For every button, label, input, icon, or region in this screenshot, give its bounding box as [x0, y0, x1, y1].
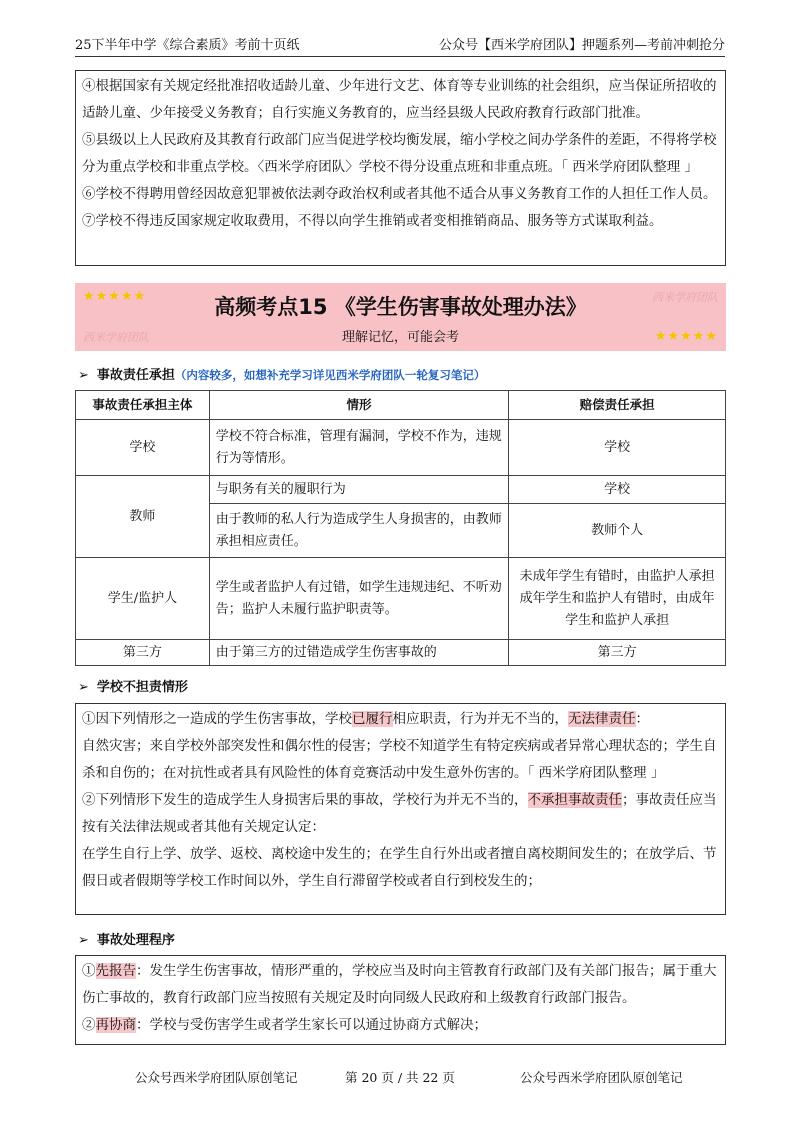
liability-table — [75, 390, 726, 666]
table-row — [76, 420, 726, 476]
section-note: （内容较多，如想补充学习详见西米学府团队一轮复习笔记） — [174, 368, 486, 382]
highlight-no-accident-liability: 不承担事故责任 — [527, 792, 622, 808]
cell-situation: 由于教师的私人行为造成学生人身损害的，由教师承担相应责任。 — [209, 504, 509, 558]
cell-situation: 学校不符合标准，管理有漏洞，学校不作为，违规行为等情形。 — [209, 420, 509, 476]
table-row — [76, 476, 726, 504]
arrow-icon: ➢ — [78, 680, 89, 695]
text: ② — [82, 1017, 96, 1033]
table-row — [76, 640, 726, 666]
text: ：学校与受伤害学生或者学生家长可以通过协商方式解决； — [136, 1017, 487, 1033]
table-header-row — [76, 391, 726, 420]
no-liability-box — [75, 703, 726, 915]
footer-right: 公众号西米学府团队原创笔记 — [520, 1070, 683, 1085]
arrow-icon: ➢ — [78, 368, 89, 383]
section-title: 学校不担责情形 — [96, 680, 188, 695]
item-5: ⑤县级以上人民政府及其教育行政部门应当促进学校均衡发展，缩小学校之间办学条件的差距，不得将学校分为重点学校和非重点学校。〈西米学府团队〉学校不得分设重点班和非重点班。「 西米学府团队整理 」 — [82, 132, 717, 175]
item-4: ④根据国家有关规定经批准招收适龄儿童、少年进行文艺、体育等专业训练的社会组织，应当保证所招收的适龄儿童、少年接受义务教育；自行实施义务教育的，应当经县级人民政府教育行政部门批准。 — [82, 78, 717, 121]
item-6: ⑥学校不得聘用曾经因故意犯罪被依法剥夺政治权利或者其他不适合从事义务教育工作的人担任工作人员。 — [82, 186, 717, 202]
banner-subtitle: 理解记忆，可能会考 — [341, 330, 459, 345]
banner-title: 高频考点15 《学生伤害事故处理办法》 — [214, 295, 587, 319]
procedure-box — [75, 955, 726, 1045]
compulsory-education-box — [75, 70, 726, 266]
banner-watermark-top: 西米学府团队 — [652, 291, 718, 304]
cell-subject: 学生/监护人 — [76, 558, 210, 640]
cell-liability: 学校 — [509, 420, 726, 476]
highlight-report-first: 先报告 — [95, 963, 136, 979]
highlight-fulfilled: 已履行 — [352, 711, 393, 727]
section-liability-heading — [78, 364, 485, 383]
stars-top-left: ★★★★★ — [83, 289, 147, 304]
page-number: 第 20 页 / 共 22 页 — [345, 1070, 455, 1085]
col-header-situation: 情形 — [209, 391, 509, 420]
section-no-liability-heading — [78, 676, 188, 695]
section-title: 事故责任承担 — [96, 368, 175, 383]
col-header-subject: 事故责任承担主体 — [76, 391, 210, 420]
cell-liability: 第三方 — [509, 640, 726, 666]
section-procedure-heading — [78, 929, 175, 948]
cell-liability: 学校 — [509, 476, 726, 504]
footer-left: 公众号西米学府团队原创笔记 — [135, 1070, 298, 1085]
text: ；事故责任应当按有关法律法规或者其他有关规定认定： — [82, 792, 717, 835]
topic-banner — [75, 283, 726, 351]
liability-minor: 未成年学生有错时，由监护人承担 — [519, 568, 715, 584]
paragraph-2: 自然灾害；来自学校外部突发性和偶尔性的侵害；学校不知道学生有特定疾病或者异常心理状态的；学生自杀和自伤的；在对抗性或者具有风险性的体育竞赛活动中发生意外伤害的。「 西米学府团队整理 」 — [82, 738, 717, 781]
paragraph-4: 在学生自行上学、放学、返校、离校途中发生的；在学生自行外出或者擅自离校期间发生的；在放学后、节假日或者假期等学校工作时间以外，学生自行滞留学校或者自行到校发生的； — [82, 846, 717, 889]
cell-subject: 教师 — [76, 476, 210, 558]
paragraph-1 — [82, 706, 719, 733]
item-7: ⑦学校不得违反国家规定收取费用，不得以向学生推销或者变相推销商品、服务等方式谋取利益。 — [82, 213, 663, 229]
text: ②下列情形下发生的造成学生人身损害后果的事故，学校行为并无不当的， — [82, 792, 528, 808]
cell-situation: 与职务有关的履职行为 — [209, 476, 509, 504]
arrow-icon: ➢ — [78, 933, 89, 948]
liability-adult: 成年学生和监护人有错时，由成年学生和监护人承担 — [519, 590, 715, 628]
banner-watermark-bottom: 西米学府团队 — [83, 331, 149, 344]
section-title: 事故处理程序 — [96, 933, 175, 948]
highlight-negotiate: 再协商 — [95, 1017, 136, 1033]
cell-liability: 教师个人 — [509, 504, 726, 558]
page-header — [75, 34, 725, 57]
paragraph-3 — [82, 787, 719, 841]
step-report — [82, 958, 719, 1012]
header-right: 公众号【西米学府团队】押题系列—考前冲刺抢分 — [438, 38, 725, 53]
highlight-no-legal-liability: 无法律责任 — [568, 711, 636, 727]
text: ①因下列情形之一造成的学生伤害事故，学校 — [82, 711, 352, 727]
text: ： — [635, 711, 649, 727]
text: ① — [82, 963, 96, 979]
cell-liability — [509, 558, 726, 640]
col-header-liability: 赔偿责任承担 — [509, 391, 726, 420]
text: 相应职责，行为并无不当的， — [392, 711, 568, 727]
text: ：发生学生伤害事故，情形严重的，学校应当及时向主管教育行政部门及有关部门报告；属于重大伤亡事故的，教育行政部门应当按照有关规定及时向同级人民政府和上级教育行政部门报告。 — [82, 963, 717, 1006]
cell-situation: 由于第三方的过错造成学生伤害事故的 — [209, 640, 509, 666]
step-negotiate — [82, 1012, 719, 1039]
table-row — [76, 558, 726, 640]
stars-bottom-right: ★★★★★ — [654, 329, 718, 344]
cell-subject: 学校 — [76, 420, 210, 476]
cell-subject: 第三方 — [76, 640, 210, 666]
cell-situation: 学生或者监护人有过错，如学生违规违纪、不听劝告；监护人未履行监护职责等。 — [209, 558, 509, 640]
header-left: 25下半年中学《综合素质》考前十页纸 — [75, 38, 300, 53]
